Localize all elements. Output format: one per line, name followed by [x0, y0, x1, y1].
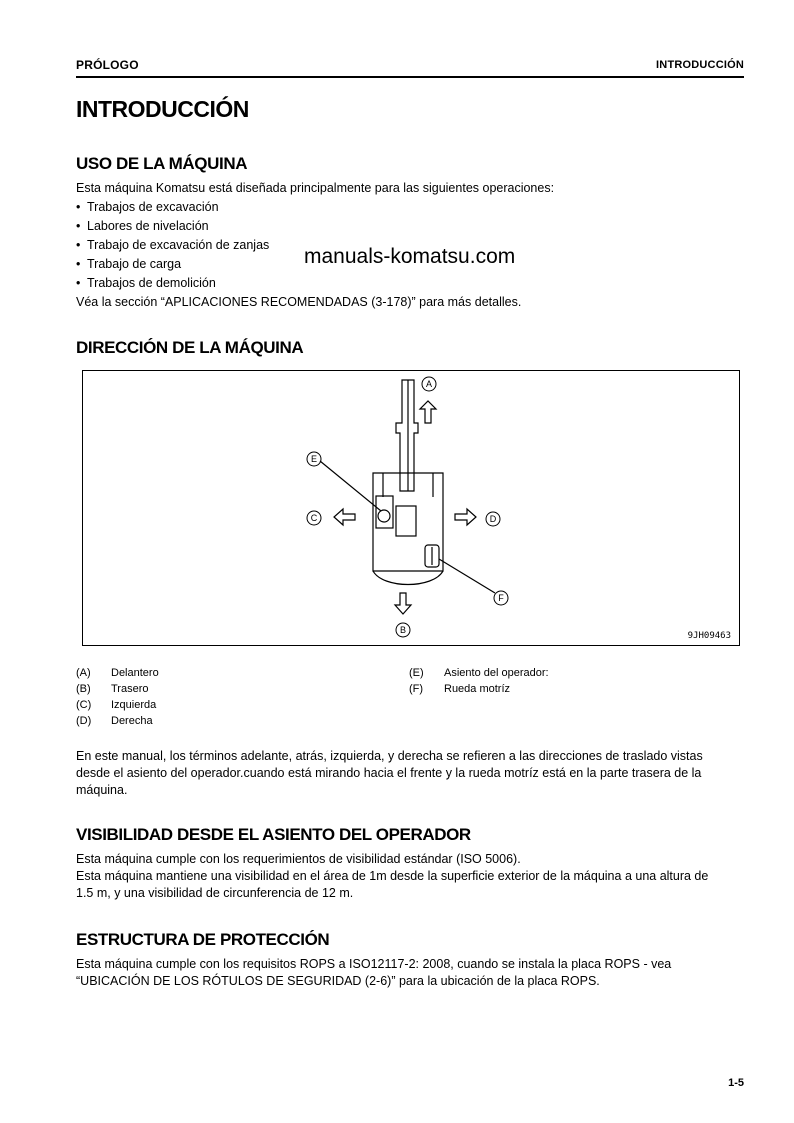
engine-cover	[396, 506, 416, 536]
leader-line-e	[320, 461, 381, 511]
legend-value: Delantero	[111, 667, 159, 679]
list-item: • Labores de nivelación	[76, 217, 736, 236]
legend-key: (A)	[76, 667, 91, 679]
callout-label-e: E	[310, 454, 318, 464]
legend-left	[76, 665, 376, 729]
legend-value: Asiento del operador:	[444, 667, 549, 679]
uso-intro: Esta máquina Komatsu está diseñada principalmente para las siguientes operaciones:	[76, 181, 555, 195]
legend-key: (C)	[76, 699, 92, 711]
paragraph-line: 1.5 m, y una visibilidad de circunferencia de 12 m.	[76, 886, 354, 900]
legend-key: (F)	[409, 683, 424, 695]
estructura-heading: ESTRUCTURA DE PROTECCIÓN	[76, 930, 330, 949]
watermark-text: manuals-komatsu.com	[304, 245, 516, 268]
paragraph-line: “UBICACIÓN DE LOS RÓTULOS DE SEGURIDAD (2-6)” para la ubicación de la placa ROPS.	[76, 974, 600, 988]
legend-key: (E)	[409, 667, 424, 679]
legend-item	[76, 665, 376, 681]
page-number: 1-5	[728, 1077, 744, 1089]
boom-outline	[396, 380, 418, 491]
legend-value: Rueda motríz	[444, 683, 511, 695]
page-title: INTRODUCCIÓN	[76, 96, 249, 122]
callout-label-b: B	[399, 625, 407, 635]
list-item: • Trabajo de carga	[76, 255, 736, 274]
header-section-right: INTRODUCCIÓN	[656, 59, 744, 71]
legend-item	[409, 665, 709, 681]
arrow-right-icon	[455, 509, 476, 525]
callout-label-c: C	[310, 513, 318, 523]
legend-item	[76, 713, 376, 729]
machine-direction-figure	[82, 370, 740, 646]
legend-key: (B)	[76, 683, 91, 695]
arrow-backward-icon	[395, 593, 411, 614]
estructura-paragraph	[76, 956, 748, 990]
callout-label-d: D	[489, 514, 497, 524]
header-section-left: PRÓLOGO	[76, 58, 139, 72]
arrow-forward-icon	[420, 401, 436, 423]
operator-seat-icon	[378, 510, 390, 522]
callout-label-f: F	[498, 593, 504, 603]
legend-value: Izquierda	[111, 699, 157, 711]
visibilidad-paragraph	[76, 851, 748, 902]
uso-heading: USO DE LA MÁQUINA	[76, 154, 248, 173]
list-item: • Trabajo de excavación de zanjas	[76, 236, 736, 255]
figure-code: 9JH09463	[687, 631, 731, 641]
header-rule	[76, 76, 744, 78]
machine-diagram	[83, 371, 739, 645]
visibilidad-heading: VISIBILIDAD DESDE EL ASIENTO DEL OPERADOR	[76, 825, 471, 844]
paragraph-line: Esta máquina cumple con los requerimientos de visibilidad estándar (ISO 5006).	[76, 852, 521, 866]
legend-key: (D)	[76, 715, 92, 727]
legend-value: Trasero	[111, 683, 149, 695]
callout-label-a: A	[425, 379, 433, 389]
legend-item	[76, 681, 376, 697]
list-item: • Trabajos de demolición	[76, 274, 736, 293]
legend-item	[409, 681, 709, 697]
legend-item	[76, 697, 376, 713]
paragraph-line: Esta máquina mantiene una visibilidad en el área de 1m desde la superficie exterior de la máquina a una altura de	[76, 869, 709, 883]
paragraph-line: En este manual, los términos adelante, atrás, izquierda, y derecha se refieren a las direcciones de traslado vistas	[76, 749, 703, 763]
paragraph-line: Esta máquina cumple con los requisitos ROPS a ISO12117-2: 2008, cuando se instala la placa ROPS - vea	[76, 957, 672, 971]
paragraph-line: máquina.	[76, 783, 128, 797]
paragraph-line: desde el asiento del operador.cuando está mirando hacia el frente y la rueda motríz está en la parte trasera de la	[76, 766, 702, 780]
direccion-heading: DIRECCIÓN DE LA MÁQUINA	[76, 338, 304, 357]
legend-value: Derecha	[111, 715, 153, 727]
counterweight	[373, 571, 443, 585]
operator-cab	[376, 496, 393, 528]
list-item: • Trabajos de excavación	[76, 198, 736, 217]
legend-right	[409, 665, 709, 697]
uso-note: Véa la sección “APLICACIONES RECOMENDADAS (3-178)” para más detalles.	[76, 295, 522, 309]
direccion-paragraph	[76, 748, 748, 799]
arrow-left-icon	[334, 509, 355, 525]
leader-line-f	[439, 559, 495, 593]
